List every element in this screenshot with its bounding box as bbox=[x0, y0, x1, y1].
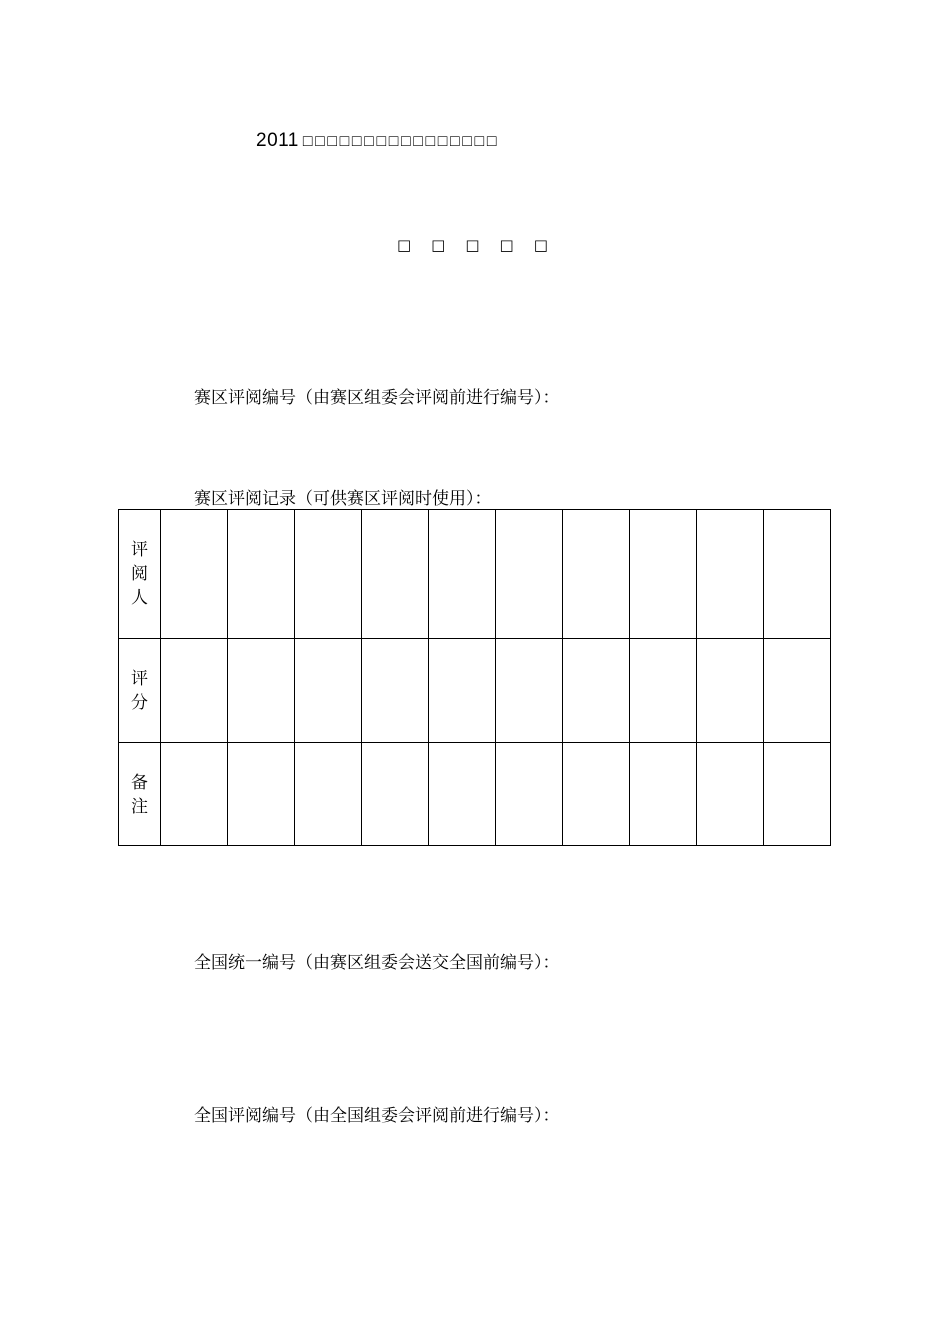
blank-entry-cell[interactable] bbox=[697, 510, 764, 639]
blank-entry-cell[interactable] bbox=[630, 743, 697, 846]
blank-entry-cell[interactable] bbox=[295, 639, 362, 743]
blank-entry-cell[interactable] bbox=[563, 743, 630, 846]
blank-entry-cell[interactable] bbox=[630, 639, 697, 743]
page-title bbox=[256, 130, 499, 152]
row-header-remarks: 备 注 bbox=[119, 743, 161, 846]
blank-entry-cell[interactable] bbox=[429, 743, 496, 846]
blank-entry-cell[interactable] bbox=[496, 743, 563, 846]
blank-entry-cell[interactable] bbox=[295, 510, 362, 639]
national-unified-id-label: 全国统一编号（由赛区组委会送交全国前编号）： bbox=[194, 953, 560, 973]
row-header-score: 评 分 bbox=[119, 639, 161, 743]
blank-entry-cell[interactable] bbox=[228, 510, 295, 639]
blank-entry-cell[interactable] bbox=[228, 639, 295, 743]
row-header-reviewer: 评 阅 人 bbox=[119, 510, 161, 639]
blank-entry-cell[interactable] bbox=[697, 743, 764, 846]
title-placeholder-glyphs: □□□□□□□□□□□□□□□□ bbox=[302, 133, 500, 150]
national-review-id-label: 全国评阅编号（由全国组委会评阅前进行编号）： bbox=[194, 1106, 560, 1126]
blank-entry-cell[interactable] bbox=[697, 639, 764, 743]
blank-entry-cell[interactable] bbox=[429, 510, 496, 639]
blank-entry-cell[interactable] bbox=[228, 743, 295, 846]
regional-review-id-label: 赛区评阅编号（由赛区组委会评阅前进行编号）： bbox=[194, 388, 560, 408]
blank-entry-cell[interactable] bbox=[362, 743, 429, 846]
blank-entry-cell[interactable] bbox=[764, 510, 831, 639]
blank-entry-cell[interactable] bbox=[429, 639, 496, 743]
table-row-reviewer bbox=[119, 510, 831, 639]
blank-entry-cell[interactable] bbox=[630, 510, 697, 639]
blank-entry-cell[interactable] bbox=[362, 510, 429, 639]
blank-entry-cell[interactable] bbox=[496, 510, 563, 639]
blank-entry-cell[interactable] bbox=[496, 639, 563, 743]
blank-entry-cell[interactable] bbox=[161, 510, 228, 639]
blank-entry-cell[interactable] bbox=[764, 743, 831, 846]
regional-review-record-label: 赛区评阅记录（可供赛区评阅时使用）： bbox=[194, 489, 492, 509]
table-row-remarks bbox=[119, 743, 831, 846]
blank-entry-cell[interactable] bbox=[161, 639, 228, 743]
subtitle-placeholder-glyphs: □□□□□ bbox=[397, 236, 568, 254]
blank-entry-cell[interactable] bbox=[362, 639, 429, 743]
blank-entry-cell[interactable] bbox=[764, 639, 831, 743]
blank-entry-cell[interactable] bbox=[161, 743, 228, 846]
review-record-table bbox=[118, 509, 831, 846]
blank-entry-cell[interactable] bbox=[295, 743, 362, 846]
title-year: 2011 bbox=[256, 130, 299, 151]
table-row-score bbox=[119, 639, 831, 743]
blank-entry-cell[interactable] bbox=[563, 510, 630, 639]
blank-entry-cell[interactable] bbox=[563, 639, 630, 743]
